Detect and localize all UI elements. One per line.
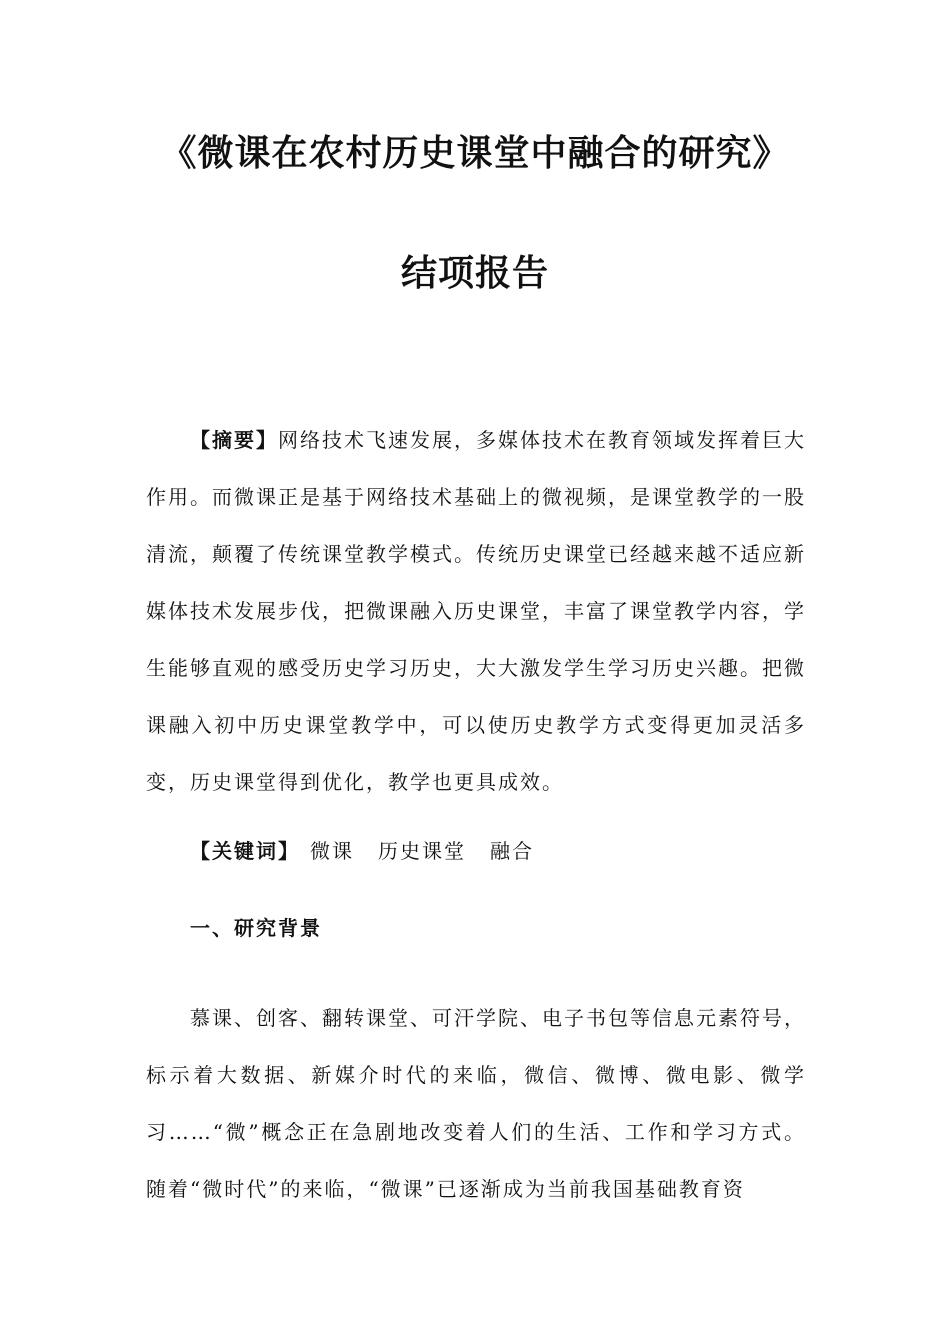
body-paragraph	[146, 990, 806, 1218]
keywords-label: 【关键词】	[190, 839, 300, 863]
keyword-item: 微课	[310, 839, 354, 863]
section-heading	[146, 900, 806, 957]
keywords-paragraph	[146, 823, 806, 880]
keyword-item: 融合	[490, 839, 534, 863]
abstract-paragraph	[146, 412, 806, 811]
section-heading-text: 一、研究背景	[190, 916, 322, 940]
abstract-label: 【摘要】	[190, 428, 278, 452]
report-title: 《微课在农村历史课堂中融合的研究》	[160, 133, 790, 174]
abstract-text: 网络技术飞速发展，多媒体技术在教育领域发挥着巨大作用。而微课正是基于网络技术基础上的微视频，是课堂教学的一股清流，颠覆了传统课堂教学模式。传统历史课堂已经越来越不适应新媒体技术发展步伐，把微课融入历史课堂，丰富了课堂教学内容，学生能够直观的感受历史学习历史，大大激发学生学习历史兴趣。把微课融入初中历史课堂教学中，可以使历史教学方式变得更加灵活多变，历史课堂得到优化，教学也更具成效。	[146, 428, 806, 794]
keyword-item: 历史课堂	[378, 839, 466, 863]
body-paragraph-text: 慕课、创客、翻转课堂、可汗学院、电子书包等信息元素符号，标示着大数据、新媒介时代的来临，微信、微博、微电影、微学习……“微”概念正在急剧地改变着人们的生活、工作和学习方式。随着“微时代”的来临，“微课”已逐渐成为当前我国基础教育资	[146, 1006, 806, 1201]
report-subtitle: 结项报告	[400, 253, 549, 294]
